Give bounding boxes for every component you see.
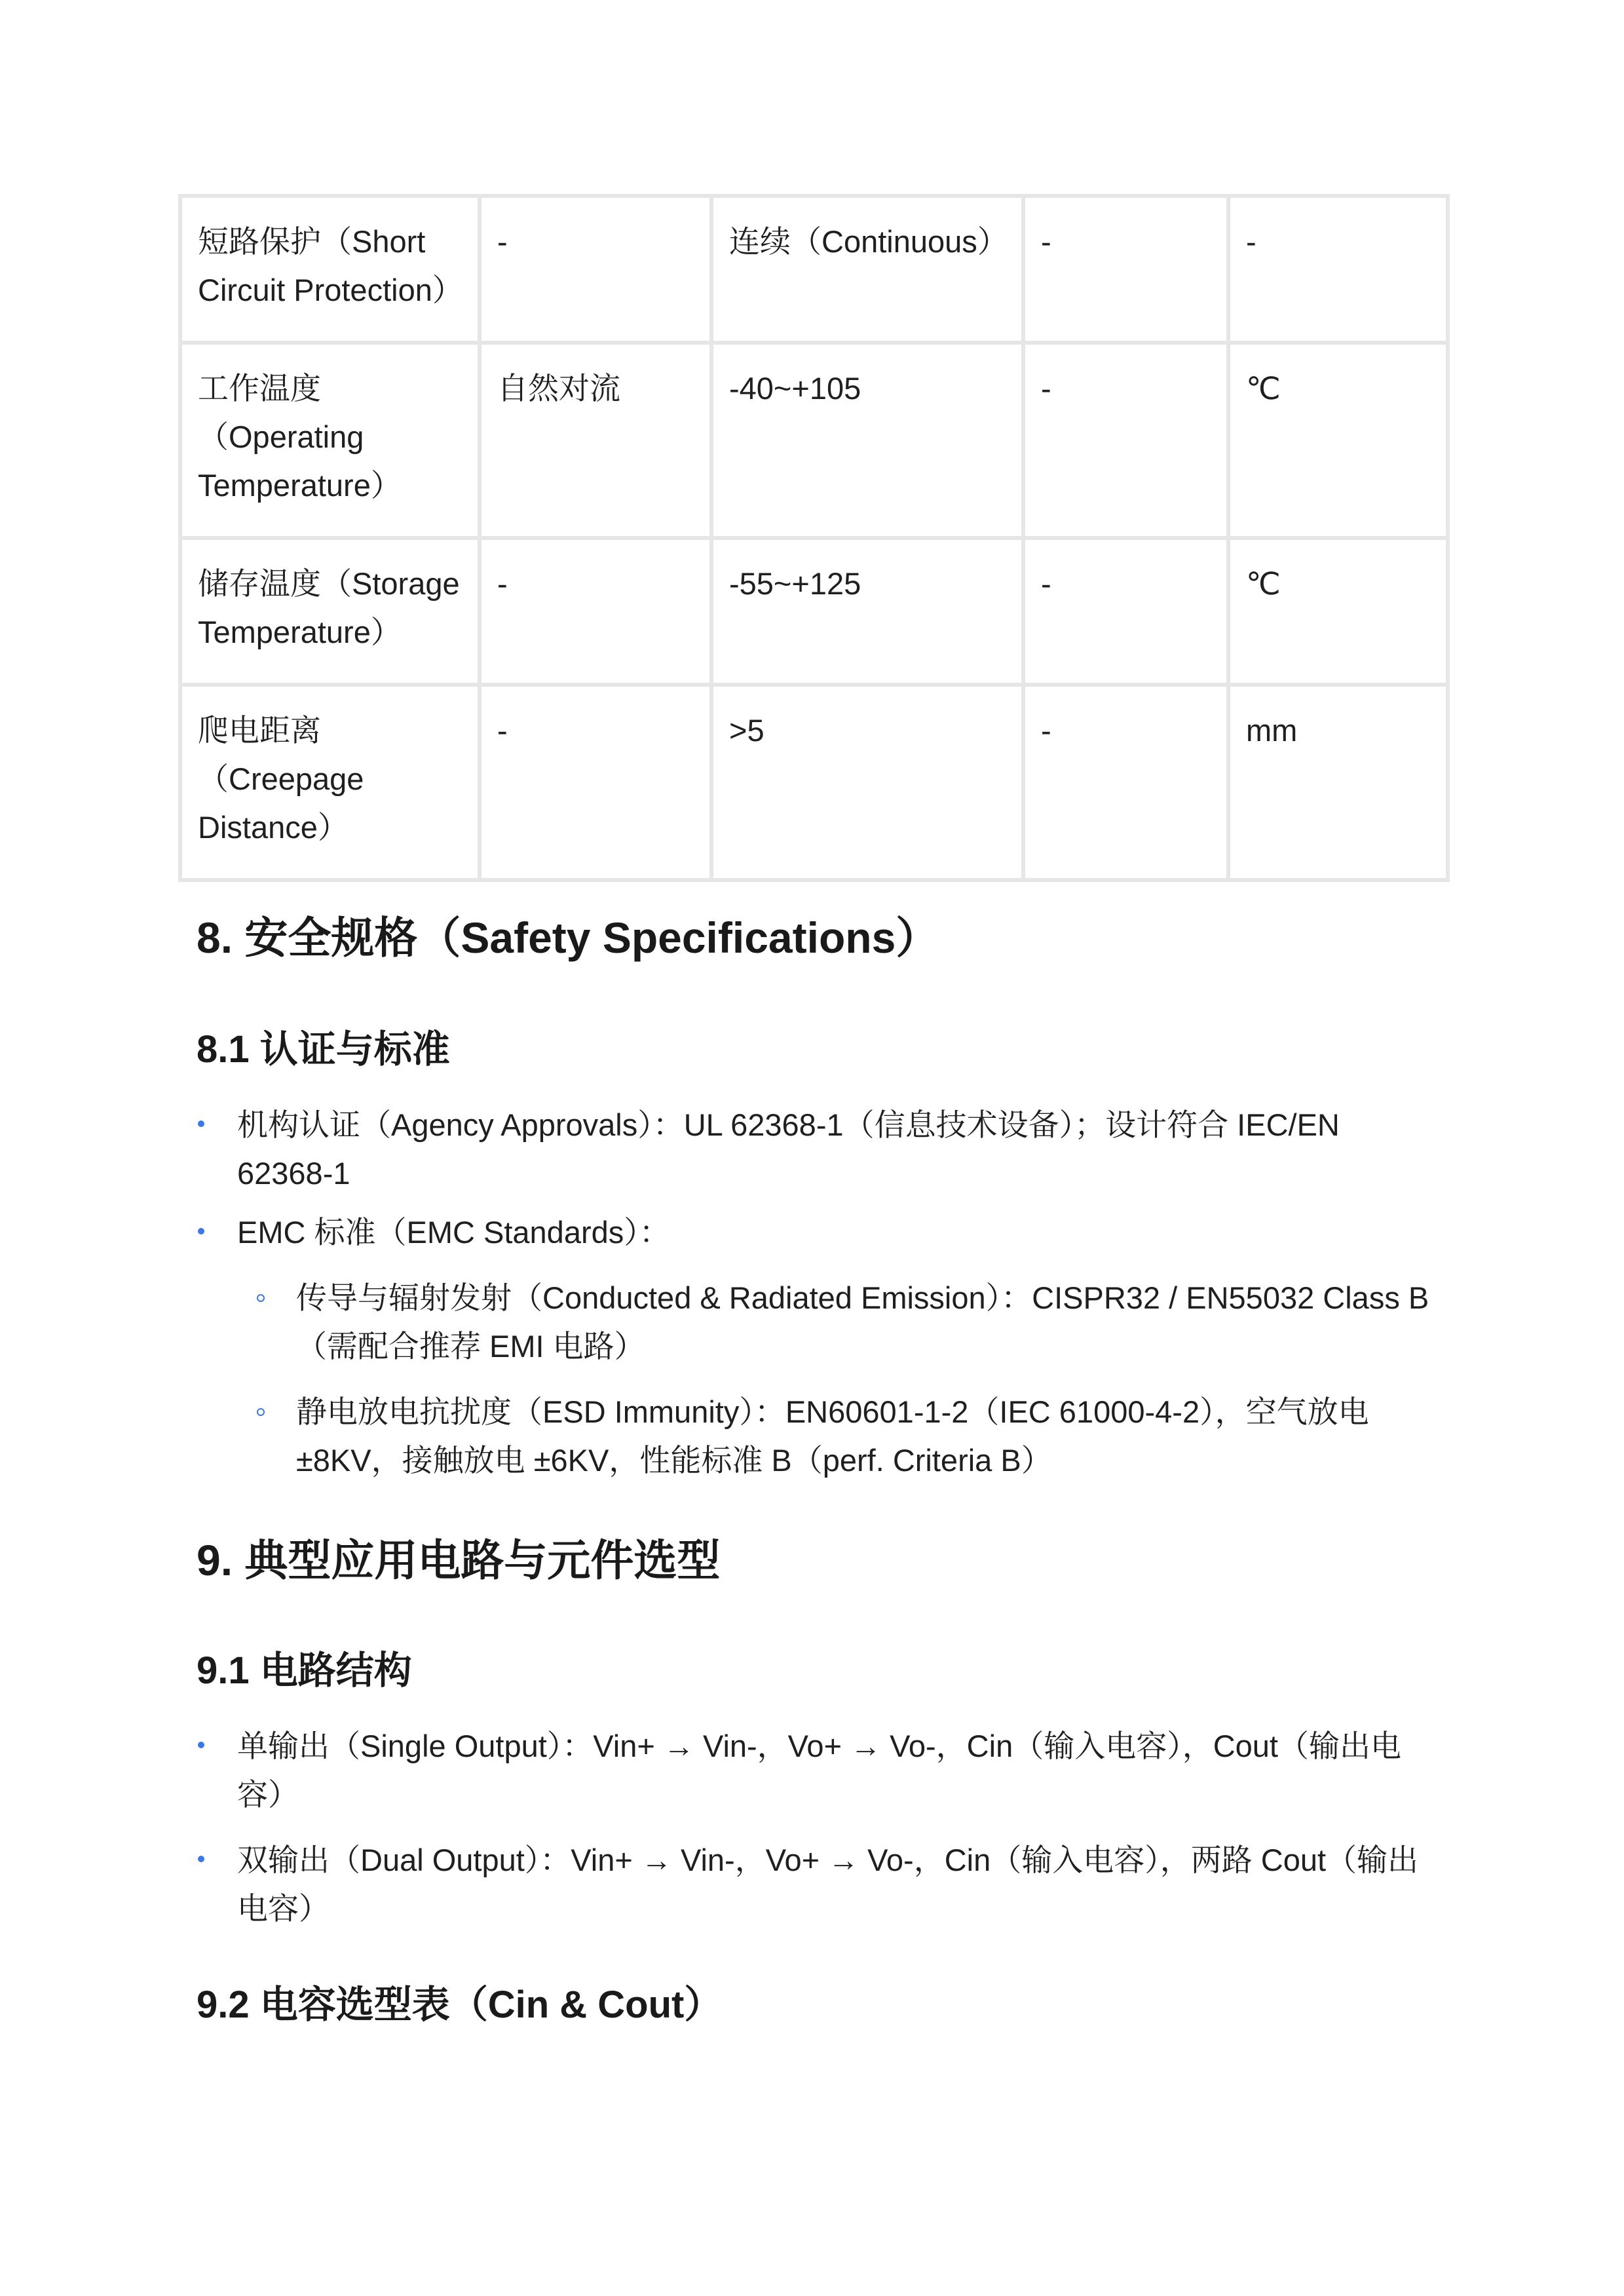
table-cell: mm (1230, 687, 1446, 878)
table-cell: - (1025, 687, 1226, 878)
list-item-text: 单输出（Single Output）：Vin+ → Vin-，Vo+ → Vo-，Cin（输入电容），Cout（输出电容） (237, 1729, 1401, 1812)
table-cell: -40~+105 (713, 345, 1021, 536)
circle-bullet-icon (257, 1408, 265, 1416)
section-9-2-heading: 9.2 电容选型表（Cin & Cout） (197, 1983, 723, 2026)
table-cell: ℃ (1230, 540, 1446, 683)
sub-list-item (197, 1274, 1441, 1371)
table-cell: 自然对流 (482, 345, 709, 536)
sub-list-item (197, 1388, 1441, 1485)
circle-bullet-icon (257, 1294, 265, 1302)
section-8-1-list (197, 1101, 1441, 1485)
section-8-heading: 8. 安全规格（Safety Specifications） (197, 913, 939, 962)
bullet-icon (198, 1120, 204, 1127)
section-9-1-heading: 9.1 电路结构 (197, 1649, 412, 1692)
table-row (182, 687, 1446, 878)
list-item (197, 1101, 1441, 1198)
list-item-text: EMC 标准（EMC Standards）： (237, 1215, 670, 1250)
table-cell: ℃ (1230, 345, 1446, 536)
spec-table (178, 194, 1450, 882)
table-row (182, 540, 1446, 683)
list-item-text: 机构认证（Agency Approvals）：UL 62368-1（信息技术设备）；设计符合 IEC/EN 62368-1 (237, 1107, 1340, 1191)
table-cell: - (482, 687, 709, 878)
table-cell: -55~+125 (713, 540, 1021, 683)
section-9-heading: 9. 典型应用电路与元件选型 (197, 1536, 721, 1584)
table-row (182, 198, 1446, 341)
table-cell: 短路保护（Short Circuit Protection） (182, 198, 478, 341)
table-cell: - (1025, 540, 1226, 683)
list-item-text: 双输出（Dual Output）：Vin+ → Vin-，Vo+ → Vo-，Cin（输入电容），两路 Cout（输出电容） (237, 1843, 1419, 1926)
section-8-1-heading: 8.1 认证与标准 (197, 1028, 450, 1071)
list-item-text: 静电放电抗扰度（ESD Immunity）：EN60601-1-2（IEC 61000-4-2），空气放电 ±8KV，接触放电 ±6KV，性能标准 B（perf. Criteria B） (296, 1394, 1369, 1478)
list-item-text: 传导与辐射发射（Conducted & Radiated Emission）：CISPR32 / EN55032 Class B（需配合推荐 EMI 电路） (296, 1280, 1429, 1364)
table-cell: - (482, 198, 709, 341)
table-cell: >5 (713, 687, 1021, 878)
table-cell: 连续（Continuous） (713, 198, 1021, 341)
table-cell: - (1025, 345, 1226, 536)
table-cell: 储存温度（Storage Temperature） (182, 540, 478, 683)
list-item (197, 1836, 1441, 1933)
bullet-icon (198, 1856, 204, 1862)
table-cell: 工作温度（Operating Temperature） (182, 345, 478, 536)
bullet-icon (198, 1742, 204, 1748)
list-item (197, 1722, 1441, 1819)
section-9-1-list (197, 1722, 1441, 1933)
table-cell: - (1025, 198, 1226, 341)
table-row (182, 345, 1446, 536)
list-item (197, 1208, 1441, 1257)
table-cell: - (1230, 198, 1446, 341)
table-cell: - (482, 540, 709, 683)
bullet-icon (198, 1228, 204, 1234)
table-cell: 爬电距离（Creepage Distance） (182, 687, 478, 878)
